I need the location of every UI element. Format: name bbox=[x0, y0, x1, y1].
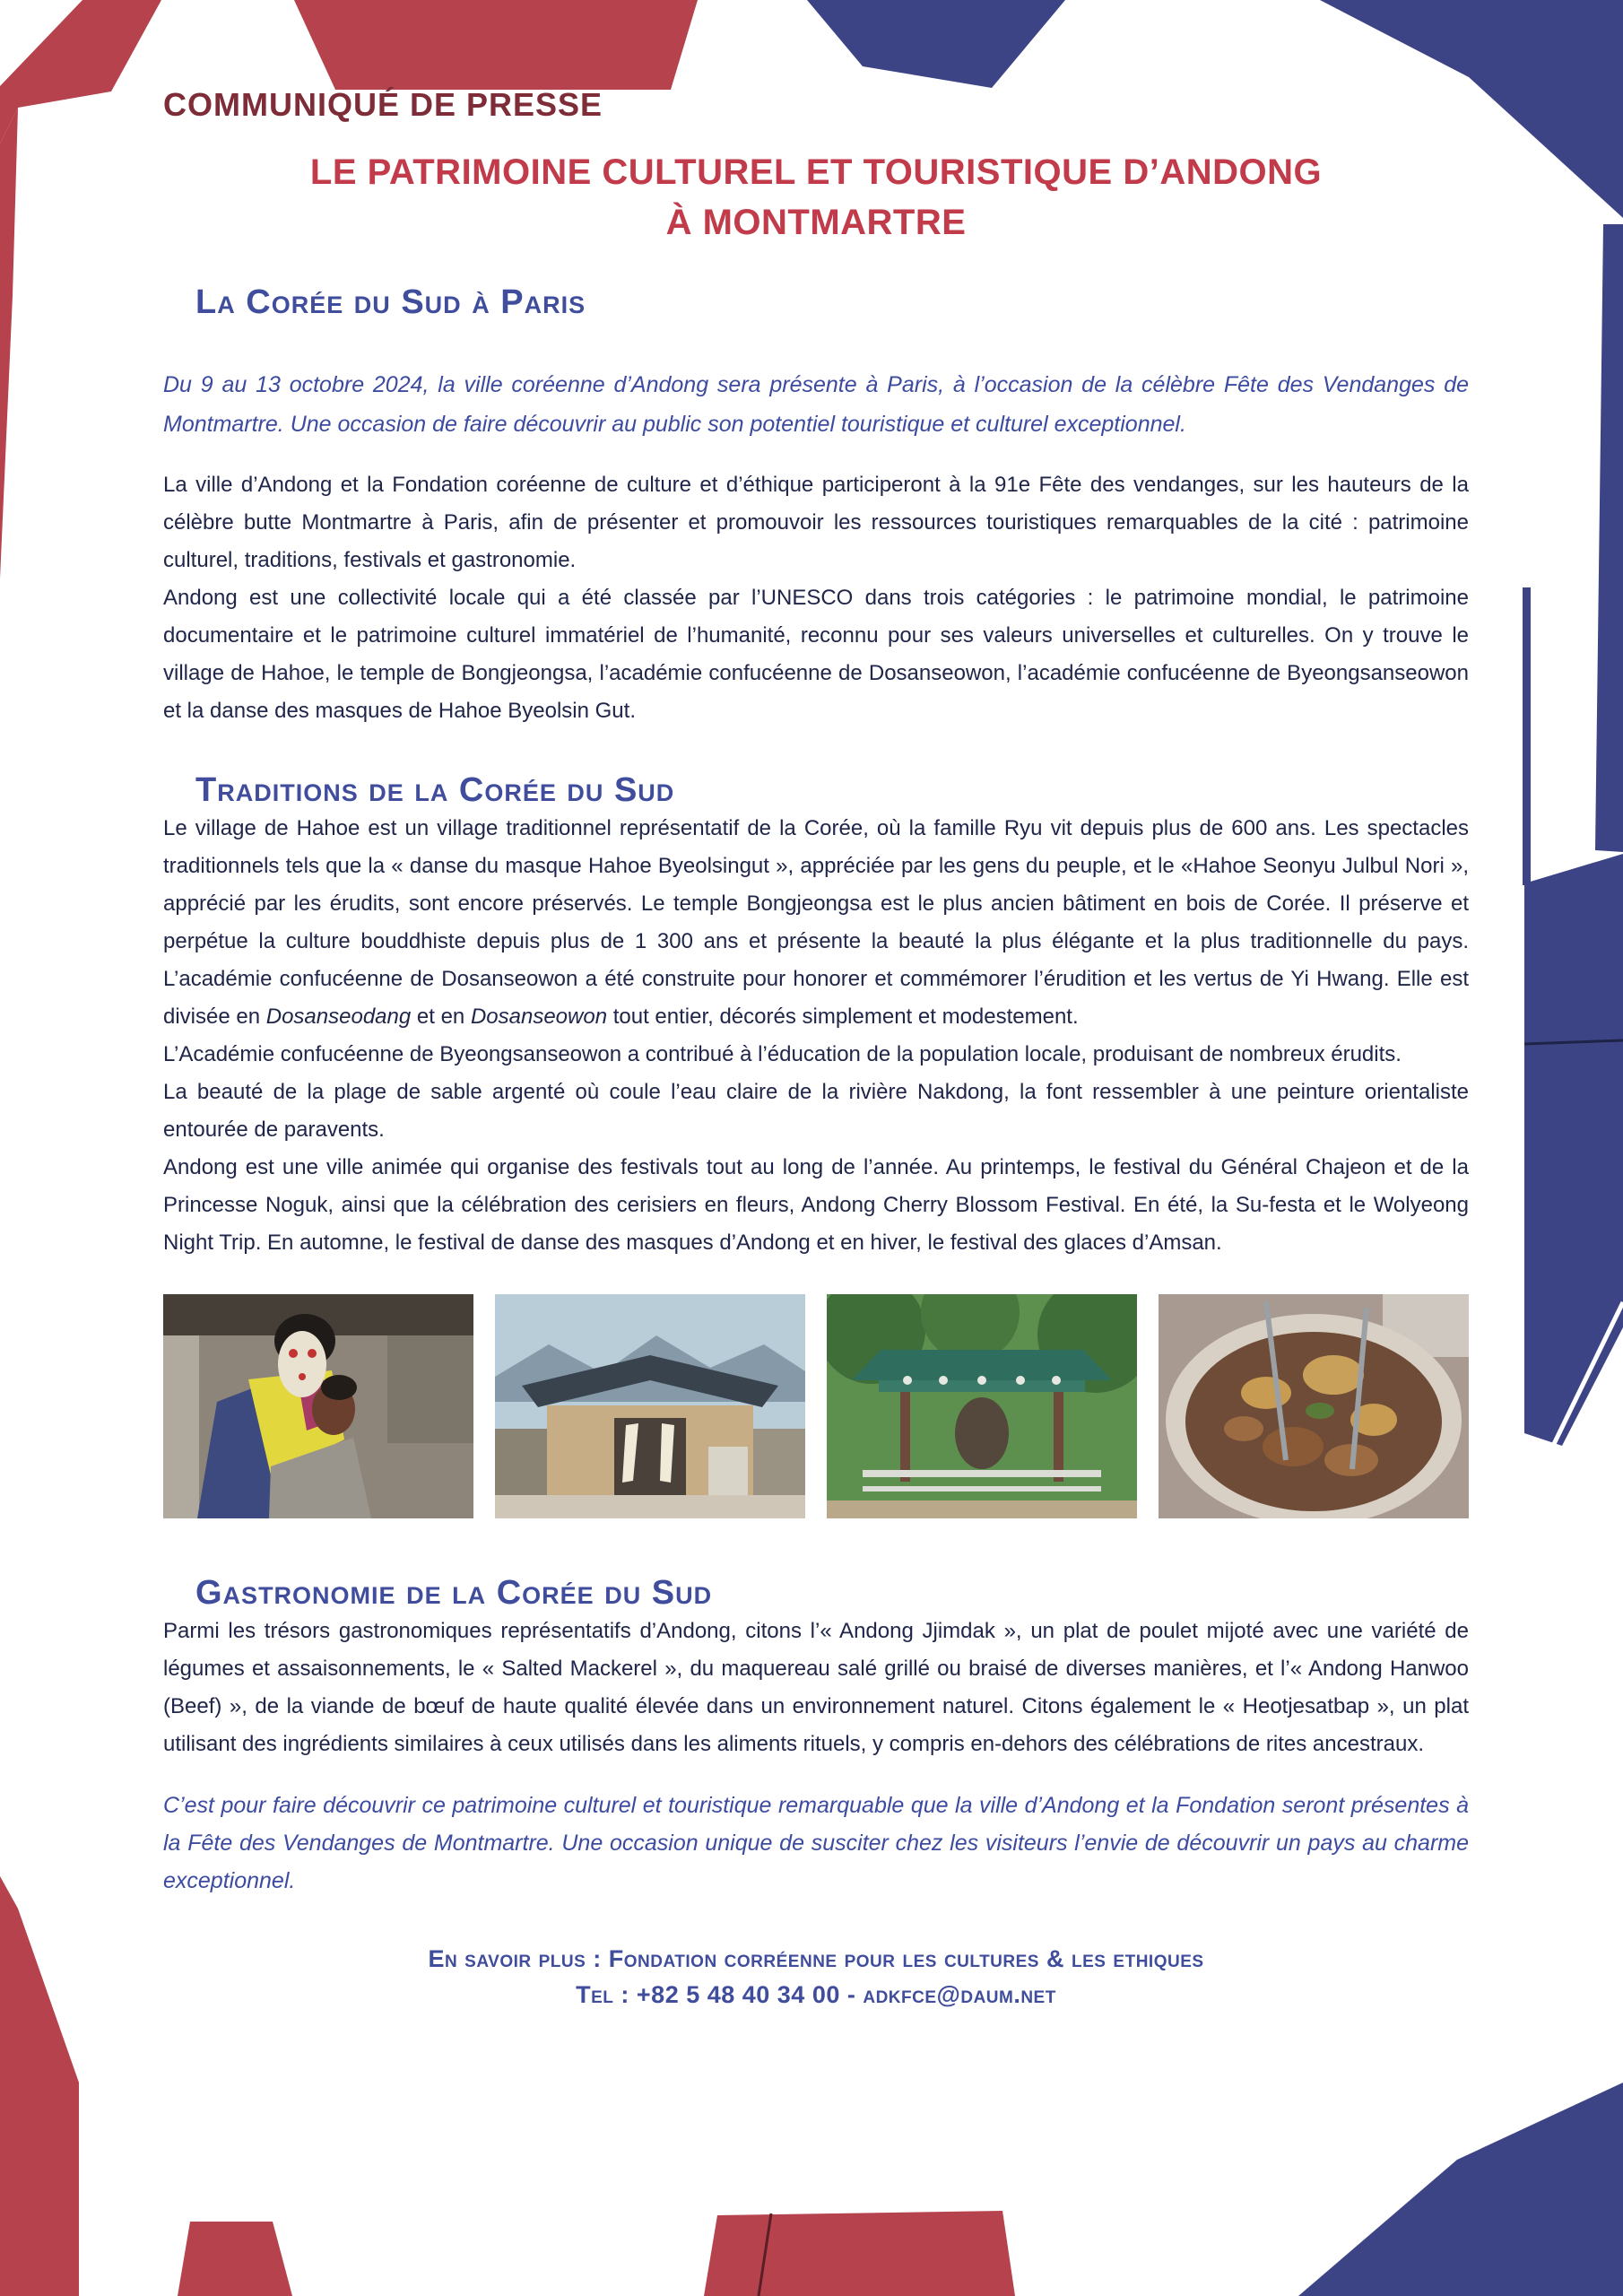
traditions-italic-dosanseodang: Dosanseodang bbox=[265, 1004, 412, 1029]
lead-paragraph: Du 9 au 13 octobre 2024, la ville coréenne d’Andong sera présente à Paris, à l’occasion de la célèbre Fête des Vendanges de Montmartre. Une occasion de faire découvrir au public son potentiel touristique et culturel exceptionnel. bbox=[163, 372, 1469, 437]
hahoe-mask-dance-image bbox=[163, 1294, 473, 1518]
photo-hahoe-mask-dance bbox=[163, 1294, 473, 1518]
section-heading-traditions: Traditions de la Corée du Sud bbox=[195, 771, 675, 809]
deco-red-bottom-trapezoid bbox=[178, 2222, 292, 2296]
footer-contact: Tel : +82 5 48 40 34 00 - adkfce@daum.net bbox=[576, 1981, 1056, 2008]
paragraph-paris-1: La ville d’Andong et la Fondation coréenne de culture et d’éthique participeront à la 91e Fête des vendanges, sur les hauteurs de la célèbre butte Montmartre à Paris, afin de présenter et promouvoir les ressources touristiques remarquables de la cité : patrimoine culturel, traditions, festivals et gastronomie. bbox=[163, 473, 1469, 572]
paragraph-traditions-2: L’Académie confucéenne de Byeongsanseowon a contribué à l’éducation de la population locale, produisant de nombreux érudits. bbox=[163, 1042, 1402, 1066]
andong-jjimdak-image bbox=[1159, 1294, 1469, 1518]
section-heading-paris: La Corée du Sud à Paris bbox=[195, 283, 586, 321]
paragraph-traditions-4: Andong est une ville animée qui organise des festivals tout au long de l’année. Au printemps, le festival du Général Chajeon et de la Princesse Noguk, ainsi que la célébration des cerisiers en fleurs, Andong Cherry Blossom Festival. En été, la Su-festa et le Wolyeong Night Trip. En automne, le festival de danse des masques d’Andong et en hiver, le festival des glaces d’Amsan. bbox=[163, 1155, 1469, 1255]
deco-blue-right-band bbox=[1524, 854, 1623, 1446]
page-title bbox=[163, 147, 1469, 248]
deco-red-top-left bbox=[0, 0, 161, 144]
footer-more-info: En savoir plus : Fondation corréenne pour les cultures & les ethiques bbox=[428, 1945, 1204, 1972]
deco-blue-right-strip bbox=[1523, 587, 1531, 885]
deco-red-bottom-left bbox=[0, 1876, 79, 2296]
deco-blue-right-sliver bbox=[1595, 224, 1623, 852]
page-title-line1: LE PATRIMOINE CULTUREL ET TOURISTIQUE D’ANDONG bbox=[309, 152, 1323, 192]
document-content bbox=[163, 0, 1469, 2013]
hanok-gate-image bbox=[495, 1294, 805, 1518]
deco-blue-bottom-right bbox=[1298, 2083, 1623, 2296]
paragraph-traditions-3: La beauté de la plage de sable argenté où coule l’eau claire de la rivière Nakdong, la font ressembler à une peinture orientaliste entourée de paravents. bbox=[163, 1080, 1469, 1142]
paragraph-paris-2: Andong est une collectivité locale qui a été classée par l’UNESCO dans trois catégories : le patrimoine mondial, le patrimoine documentaire et le patrimoine culturel immatériel de l’humanité, reconnu pour ses valeurs universelles et culturelles. On y trouve le village de Hahoe, le temple de Bongjeongsa, l’académie confucéenne de Dosanseowon, l’académie confucéenne de Byeongsanseowon et la danse des masques de Hahoe Byeolsin Gut. bbox=[163, 586, 1469, 723]
section-heading-gastronomie: Gastronomie de la Corée du Sud bbox=[195, 1574, 713, 1612]
traditions-text-pre: Le village de Hahoe est un village traditionnel représentatif de la Corée, où la famille Ryu vit depuis plus de 600 ans. Les spectacles traditionnels tels que la « danse du masque Hahoe Byeolsingut », appréciée par les gens du peuple, et le «Hahoe Seonyu Julbul Nori », apprécié par les érudits, sont encore préservés. Le temple Bongjeongsa est le plus ancien bâtiment en bois de Corée. Il préserve et perpétue la culture bouddhiste depuis plus de 1 300 ans et présente la beauté la plus élégante et la plus traditionnelle du pays. L’académie confucéenne de Dosanseowon a été construite pour honorer et commémorer l’érudition et les vertus de Yi Hwang. Elle est divisée en bbox=[163, 816, 1469, 1029]
bell-pavilion-image bbox=[827, 1294, 1137, 1518]
footer bbox=[163, 1941, 1469, 2013]
deco-red-bottom-band bbox=[704, 2211, 1015, 2296]
deco-red-left-sliver bbox=[0, 108, 18, 578]
closing-paragraph: C’est pour faire découvrir ce patrimoine culturel et touristique remarquable que la ville d’Andong et la Fondation seront présentes à la Fête des Vendanges de Montmartre. Une occasion unique de susciter chez les visiteurs l’envie de découvrir un pays au charme exceptionnel. bbox=[163, 1793, 1469, 1893]
photo-row bbox=[163, 1294, 1469, 1518]
press-release-kicker: COMMUNIQUÉ DE PRESSE bbox=[163, 86, 603, 123]
photo-hanok-gate bbox=[495, 1294, 805, 1518]
traditions-italic-dosanseowon: Dosanseowon bbox=[470, 1004, 608, 1029]
traditions-text-mid: et en bbox=[411, 1004, 471, 1029]
paragraph-traditions-1 bbox=[163, 810, 1469, 1036]
photo-andong-jjimdak-dish bbox=[1159, 1294, 1469, 1518]
traditions-text-post: tout entier, décorés simplement et modestement. bbox=[607, 1004, 1079, 1029]
page-title-line2: À MONTMARTRE bbox=[665, 203, 967, 242]
photo-bell-pavilion bbox=[827, 1294, 1137, 1518]
paragraph-gastronomie-1: Parmi les trésors gastronomiques représentatifs d’Andong, citons l’« Andong Jjimdak », un plat de poulet mijoté avec une variété de légumes et assaisonnements, le « Salted Mackerel », du maquereau salé grillé ou braisé de diverses manières, et l’« Andong Hanwoo (Beef) », de la viande de bœuf de haute qualité élevée dans un environnement naturel. Citons également le « Heotjesatbap », un plat utilisant des ingrédients similaires à ceux utilisés dans les aliments rituels, y compris en-dehors des célébrations de rites ancestraux. bbox=[163, 1619, 1469, 1756]
